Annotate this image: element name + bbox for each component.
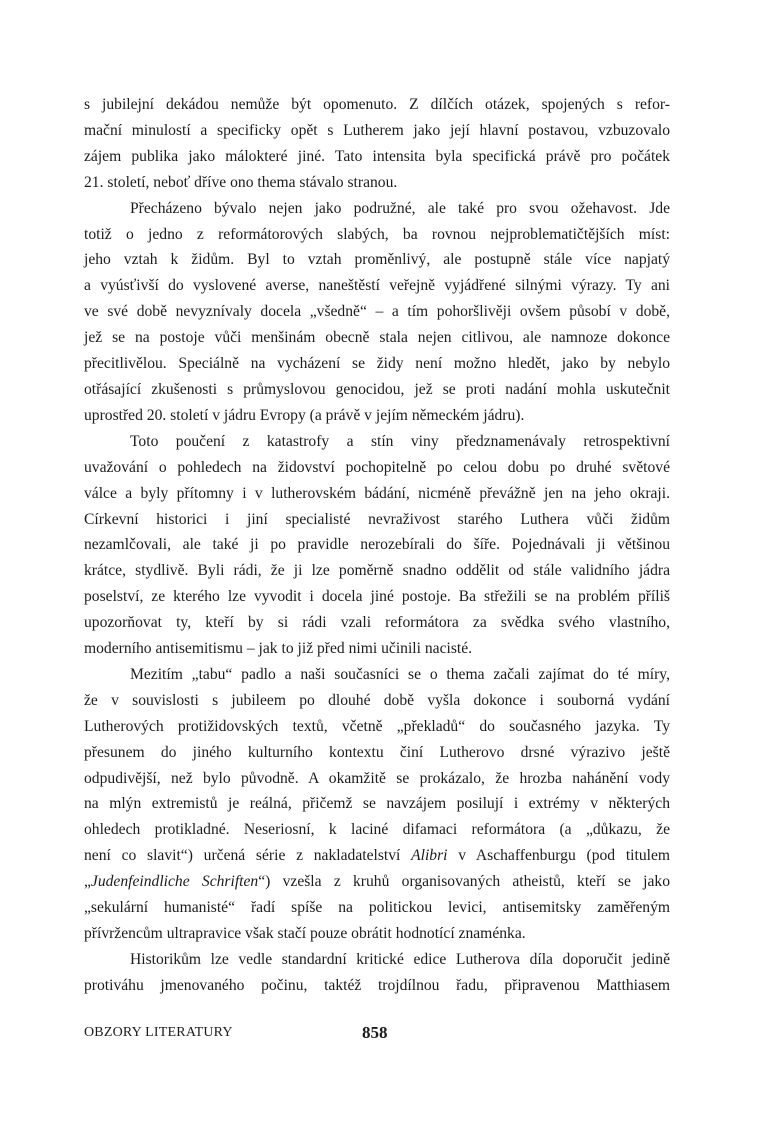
- text-line: uprostřed 20. století v jádru Evropy (a právě v jejím německém jádru).: [84, 406, 525, 424]
- text-line: ve své době nevyznívaly docela „všedně“ – a tím pohoršlivěji ovšem působí v době,: [84, 303, 670, 321]
- text-line: na mlýn extremistů je reálná, přičemž se navzájem posilují i extrémy v některých: [84, 795, 670, 813]
- text-line: mační minulostí a specificky opět s Lutherem jako její hlavní postavou, vzbuzovalo: [84, 121, 670, 139]
- text-line: „sekulární humanisté“ řadí spíše na politickou levici, antisemitsky zaměřeným: [84, 899, 670, 917]
- text-line: Historikům lze vedle standardní kritické edice Lutherova díla doporučit jedině: [130, 950, 670, 968]
- text-line: nezamlčovali, ale také ji po pravidle nerozebírali do šíře. Pojednávali ji většinou: [84, 536, 670, 554]
- text-line: Toto poučení z katastrofy a stín viny předznamenávaly retrospektivní: [130, 432, 670, 450]
- text-line: odpudivější, než bylo původně. A okamžitě se prokázalo, že hrozba nahánění vody: [84, 769, 670, 787]
- text-line: 21. století, neboť dříve ono thema stávalo stranou.: [84, 173, 398, 191]
- journal-title: OBZORY LITERATURY: [84, 1025, 233, 1040]
- text-line: „Judenfeindliche Schriften“) vzešla z kruhů organisovaných atheistů, kteří se jako: [84, 873, 670, 891]
- article-body: [84, 92, 670, 999]
- text-line: totiž o jedno z reformátorových slabých, ba rovnou nejproblematičtějších míst:: [84, 225, 670, 243]
- paragraph: [84, 196, 670, 429]
- text-line: uvažování o pohledech na židovství pochopitelně po celou dobu po druhé světové: [84, 458, 670, 476]
- paragraph: [84, 429, 670, 662]
- text-line: zájem publika jako málokteré jiné. Tato intensita byla specifická právě pro počátek: [84, 147, 670, 165]
- text-line: protiváhu jmenovaného počinu, taktéž trojdílnou řadu, připravenou Matthiasem: [84, 976, 670, 994]
- text-line: že v souvislosti s jubileem po dlouhé době vyšla dokonce i souborná vydání: [84, 691, 670, 709]
- text-line: není co slavit“) určená série z nakladatelství Alibri v Aschaffenburgu (pod titulem: [84, 847, 670, 865]
- text-line: s jubilejní dekádou nemůže být opomenuto. Z dílčích otázek, spojených s refor-: [84, 96, 670, 113]
- text-line: otřásající zkušenosti s průmyslovou genocidou, jež se proti nadání mohla uskutečnit: [84, 380, 670, 398]
- text-line: Přecházeno bývalo nejen jako podružné, ale také pro svou ožehavost. Jde: [130, 199, 670, 217]
- text-line: krátce, stydlivě. Byli rádi, že ji lze poměrně snadno oddělit od stále validního jádra: [84, 562, 670, 580]
- text-line: ohledech protikladné. Neseriosní, k laciné difamaci reformátora (a „důkazu, že: [84, 821, 670, 839]
- text-line: poselství, ze kterého lze vyvodit i docela jiné postoje. Ba střežili se na problém příliš: [84, 588, 670, 606]
- text-line: válce a byly přítomny i v lutherovském bádání, nicméně převážně jen na jeho okraji.: [84, 484, 670, 502]
- text-line: jeho vztah k židům. Byl to vztah proměnlivý, ale postupně stále více napjatý: [84, 251, 670, 269]
- text-line: upozorňovat ty, kteří by si rádi vzali reformátora za svědka svého vlastního,: [84, 614, 670, 632]
- text-line: Mezitím „tabu“ padlo a naši současníci se o thema začali zajímat do té míry,: [130, 665, 670, 683]
- page-footer: [84, 1023, 670, 1047]
- text-line: Církevní historici i jiní specialisté nevraživost starého Luthera vůči židům: [84, 510, 670, 528]
- paragraph: [84, 662, 670, 947]
- text-line: Lutherových protižidovských textů, včetně „překladů“ do současného jazyka. Ty: [84, 717, 670, 735]
- paragraph: [84, 947, 670, 999]
- text-line: a vyúsťivší do vyslovené averse, naneštěstí veřejně vyjádřené silnými výrazy. Ty ani: [84, 277, 670, 295]
- page-number: 858: [362, 1023, 388, 1042]
- text-line: moderního antisemitismu – jak to již před nimi učinili nacisté.: [84, 640, 473, 658]
- text-line: přesunem do jiného kulturního kontextu činí Lutherovo drsné výrazivo ještě: [84, 743, 670, 761]
- text-line: přívržencům ultrapravice však stačí pouze obrátit hodnotící znaménka.: [84, 925, 526, 942]
- text-line: přecitlivělou. Speciálně na vycházení se židy není možno hledět, jako by nebylo: [84, 355, 670, 373]
- text-line: jež se na postoje vůči menšinám obecně stala nejen citlivou, ale namnoze dokonce: [84, 329, 670, 347]
- paragraph: [84, 92, 670, 196]
